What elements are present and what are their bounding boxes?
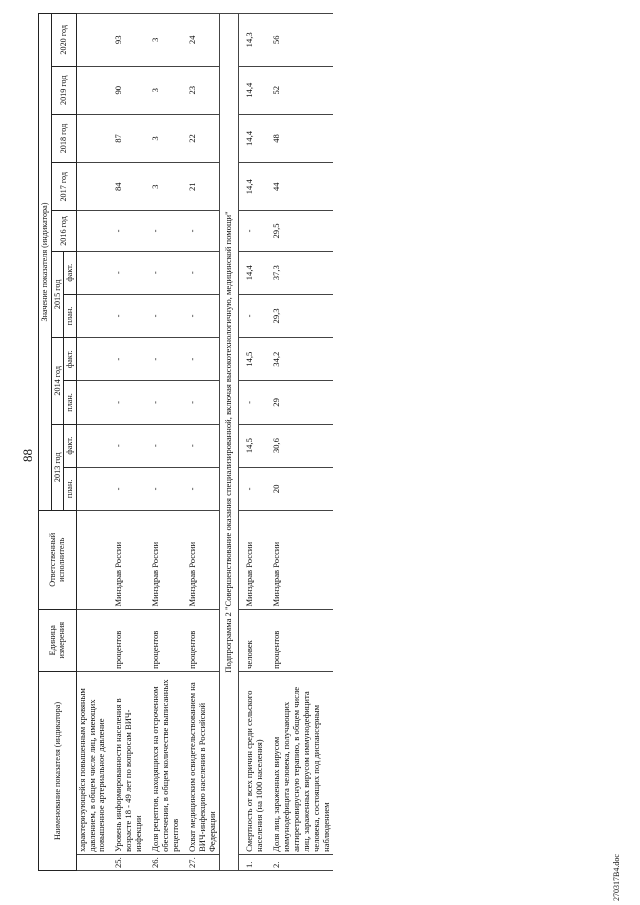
value-cell: 52	[266, 66, 333, 114]
value-cell: -	[108, 294, 145, 337]
subprogram-title: Подпрограмма 2 "Совершенствование оказания специализированной, включая высокотехнологичную, медицинской помощи"	[220, 14, 239, 871]
row-number: 27.	[182, 854, 219, 870]
value-cell: 29,3	[266, 294, 333, 337]
row-number: 2.	[266, 854, 333, 870]
unit-cell: процентов	[182, 609, 219, 671]
value-cell: 14,4	[239, 66, 266, 114]
value-cell: -	[239, 467, 266, 510]
doc-code: 270317В4.doc	[612, 854, 621, 901]
row-number: 25.	[108, 854, 145, 870]
value-cell: -	[182, 381, 219, 424]
responsible-cell: Минздрав России	[182, 511, 219, 610]
value-cell: 84	[108, 163, 145, 211]
header-name: Наименование показателя (индикатора)	[39, 671, 77, 870]
table-row	[145, 14, 182, 871]
continued-indicator-name: характеризующейся повышенным кровяным давлением, в общем числе лиц, имеющих повышенное артериальное давление	[76, 671, 108, 854]
value-cell: 20	[266, 467, 333, 510]
header-fact: факт.	[64, 424, 77, 467]
header-unit: Единица измерения	[39, 609, 77, 671]
rows-group-a	[108, 14, 219, 871]
value-cell: -	[182, 467, 219, 510]
value-cell: 3	[145, 66, 182, 114]
value-cell: 14,4	[239, 163, 266, 211]
indicator-name: Уровень информированности населения в возрасте 18 - 49 лет по вопросам ВИЧ-инфекции	[108, 671, 145, 854]
header-2014: 2014 год	[51, 338, 64, 424]
value-cell: -	[108, 424, 145, 467]
value-cell: -	[145, 467, 182, 510]
unit-cell: процентов	[266, 609, 333, 671]
table-row	[76, 14, 108, 871]
value-cell: -	[108, 211, 145, 251]
value-cell: -	[145, 381, 182, 424]
value-cell: 24	[182, 14, 219, 67]
responsible-cell: Минздрав России	[145, 511, 182, 610]
value-cell: 14,4	[239, 114, 266, 162]
header-values: Значение показателя (индикатора)	[39, 14, 52, 511]
value-cell: 3	[145, 114, 182, 162]
value-cell: -	[145, 338, 182, 381]
header-2020: 2020 год	[51, 14, 76, 67]
subprogram-row	[220, 14, 239, 871]
header-fact: факт.	[64, 338, 77, 381]
value-cell: 48	[266, 114, 333, 162]
value-cell: -	[182, 251, 219, 294]
indicator-name: Доля лиц, зараженных вирусом иммунодефицита человека, получающих антиретровирусную терапию, в общем числе лиц, зараженных вирусом иммунодефицита человека, состоящих под диспансерным наблюдением	[266, 671, 333, 854]
value-cell: -	[182, 338, 219, 381]
responsible-cell: Минздрав России	[266, 511, 333, 610]
indicator-name: Смертность от всех причин среди сельского населения (на 1000 населения)	[239, 671, 266, 854]
value-cell: 3	[145, 163, 182, 211]
value-cell: 22	[182, 114, 219, 162]
value-cell: -	[108, 338, 145, 381]
row-number: 26.	[145, 854, 182, 870]
header-2017: 2017 год	[51, 163, 76, 211]
value-cell: 44	[266, 163, 333, 211]
value-cell: 29	[266, 381, 333, 424]
value-cell: 90	[108, 66, 145, 114]
header-fact: факт.	[64, 251, 77, 294]
header-2015: 2015 год	[51, 251, 64, 337]
table-row	[266, 14, 333, 871]
value-cell: -	[108, 467, 145, 510]
value-cell: -	[239, 381, 266, 424]
unit-cell: человек	[239, 609, 266, 671]
value-cell: 14,5	[239, 424, 266, 467]
value-cell: -	[182, 424, 219, 467]
unit-cell: процентов	[145, 609, 182, 671]
value-cell: -	[145, 211, 182, 251]
table-row	[182, 14, 219, 871]
header-2016: 2016 год	[51, 211, 76, 251]
value-cell: 56	[266, 14, 333, 67]
header-plan: план.	[64, 381, 77, 424]
value-cell: 21	[182, 163, 219, 211]
table-row	[108, 14, 145, 871]
indicator-table	[38, 13, 333, 871]
header-plan: план.	[64, 294, 77, 337]
value-cell: 14,3	[239, 14, 266, 67]
value-cell: 14,4	[239, 251, 266, 294]
header-2013: 2013 год	[51, 424, 64, 510]
value-cell: -	[239, 294, 266, 337]
value-cell: 14,5	[239, 338, 266, 381]
table-row	[239, 14, 266, 871]
unit-cell: процентов	[108, 609, 145, 671]
value-cell: -	[145, 251, 182, 294]
value-cell: 87	[108, 114, 145, 162]
header-2019: 2019 год	[51, 66, 76, 114]
value-cell: -	[145, 424, 182, 467]
responsible-cell: Минздрав России	[239, 511, 266, 610]
header-plan: план.	[64, 467, 77, 510]
value-cell: -	[108, 251, 145, 294]
value-cell: 3	[145, 14, 182, 67]
responsible-cell: Минздрав России	[108, 511, 145, 610]
value-cell: -	[239, 211, 266, 251]
page-number: 88	[20, 449, 35, 462]
rows-group-b	[239, 14, 333, 871]
row-number: 1.	[239, 854, 266, 870]
value-cell: -	[182, 211, 219, 251]
value-cell: 30,6	[266, 424, 333, 467]
value-cell: 29,5	[266, 211, 333, 251]
header-responsible: Ответственный исполнитель	[39, 511, 77, 610]
value-cell: 37,3	[266, 251, 333, 294]
table-header	[39, 14, 77, 871]
value-cell: -	[108, 381, 145, 424]
value-cell: 34,2	[266, 338, 333, 381]
value-cell: -	[182, 294, 219, 337]
value-cell: -	[145, 294, 182, 337]
value-cell: 23	[182, 66, 219, 114]
indicator-name: Доля рецептов, находящихся на отсроченном обеспечении, в общем количестве выписанных рецептов	[145, 671, 182, 854]
value-cell: 93	[108, 14, 145, 67]
indicator-name: Охват медицинским освидетельствованием на ВИЧ-инфекцию населения в Российской Федерации	[182, 671, 219, 854]
header-2018: 2018 год	[51, 114, 76, 162]
